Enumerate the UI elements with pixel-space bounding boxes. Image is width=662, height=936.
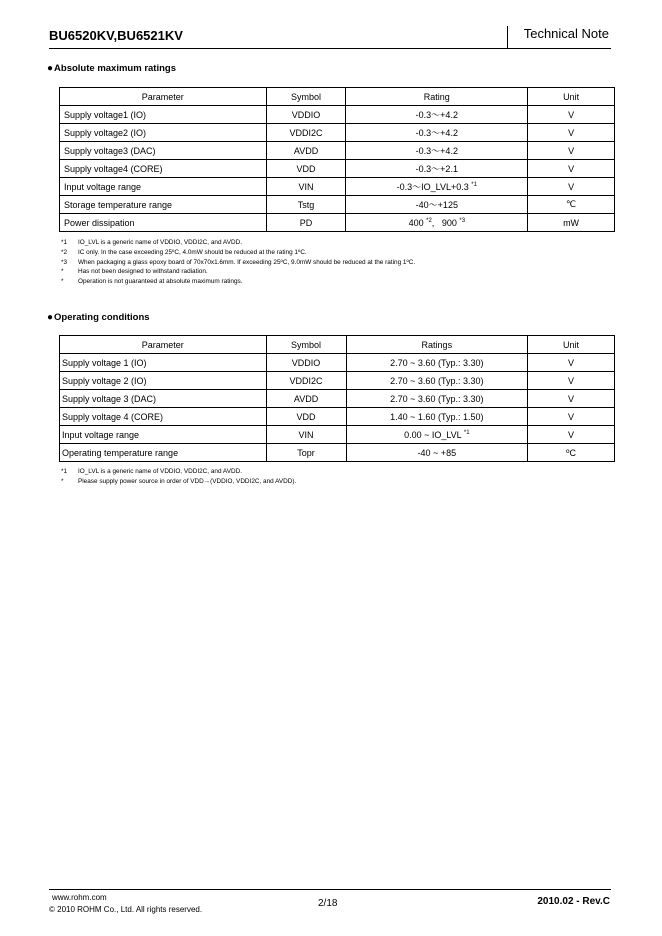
bullet-icon: ● (47, 312, 54, 323)
symbol-cell: VDD (266, 408, 346, 426)
footer-copyright: © 2010 ROHM Co., Ltd. All rights reserved. (49, 905, 203, 914)
footnote-ref: *2 (426, 217, 432, 224)
symbol-cell: VIN (266, 426, 346, 444)
footnote-text: Please supply power source in order of VDD→(VDDIO, VDDI2C, and AVDD). (78, 477, 297, 485)
col-ratings: Ratings (346, 336, 528, 354)
table-row (60, 390, 615, 408)
unit-cell: V (528, 390, 615, 408)
rating-value-a: 400 (408, 217, 424, 228)
table-row (60, 196, 615, 214)
footnote-ref: *3 (459, 217, 466, 224)
unit-cell: ºC (528, 444, 615, 462)
rating-cell (346, 178, 528, 196)
rating-cell: 2.70 ~ 3.60 (Typ.: 3.30) (346, 372, 528, 390)
rating-cell: -0.3〜+4.2 (346, 124, 528, 142)
unit-cell: mW (528, 214, 615, 232)
symbol-cell: AVDD (266, 390, 346, 408)
rating-cell: 2.70 ~ 3.60 (Typ.: 3.30) (346, 390, 528, 408)
abs-max-table (59, 87, 615, 232)
rating-cell (346, 426, 528, 444)
symbol-cell: VDD (266, 160, 346, 178)
unit-cell: V (528, 160, 615, 178)
rating-cell (346, 214, 528, 232)
doc-type: Technical Note (523, 26, 609, 41)
parameter-cell: Input voltage range (60, 178, 267, 196)
footnote-mark: *2 (61, 248, 68, 256)
footnote (61, 248, 415, 258)
revision: 2010.02 - Rev.C (537, 896, 610, 907)
unit-cell: V (528, 106, 615, 124)
footnote (61, 277, 415, 287)
table-header-row (60, 88, 615, 106)
part-number: BU6520KV,BU6521KV (49, 28, 183, 43)
footnote (61, 267, 415, 277)
footer-url: www.rohm.com (52, 893, 107, 902)
op-cond-title (47, 312, 150, 323)
unit-cell: V (528, 408, 615, 426)
unit-cell: ℃ (528, 196, 615, 214)
parameter-cell: Storage temperature range (60, 196, 267, 214)
rating-cell: -0.3〜+2.1 (346, 160, 528, 178)
footnote (61, 477, 296, 487)
symbol-cell: VDDI2C (266, 372, 346, 390)
footer-rule (49, 889, 611, 890)
rating-cell: 2.70 ~ 3.60 (Typ.: 3.30) (346, 354, 528, 372)
rating-cell: -0.3〜+4.2 (346, 106, 528, 124)
rating-value: -0.3〜IO_LVL+0.3 (396, 182, 469, 192)
page-header (49, 26, 611, 49)
rating-separator: , (431, 217, 435, 228)
col-parameter: Parameter (60, 336, 267, 354)
op-cond-title-text: Operating conditions (54, 312, 150, 323)
col-symbol: Symbol (266, 88, 346, 106)
symbol-cell: VDDI2C (266, 124, 346, 142)
rating-value: 0.00 ~ IO_LVL (404, 429, 462, 440)
symbol-cell: VIN (266, 178, 346, 196)
parameter-cell: Input voltage range (60, 426, 267, 444)
unit-cell: V (528, 178, 615, 196)
parameter-cell: Supply voltage3 (DAC) (60, 142, 267, 160)
footnote-text: IO_LVL is a generic name of VDDIO, VDDI2C, and AVDD. (78, 239, 242, 246)
op-cond-table (59, 335, 615, 462)
col-unit: Unit (528, 336, 615, 354)
col-rating: Rating (346, 88, 528, 106)
unit-cell: V (528, 426, 615, 444)
footnote-text: IO_LVL is a generic name of VDDIO, VDDI2C, and AVDD. (78, 468, 242, 475)
unit-cell: V (528, 354, 615, 372)
footnote-ref: *1 (471, 182, 477, 188)
header-divider (507, 26, 508, 49)
table-row (60, 178, 615, 196)
footnote-mark: *1 (61, 468, 68, 475)
footnote (61, 258, 415, 268)
parameter-cell: Supply voltage4 (CORE) (60, 160, 267, 178)
footnote (61, 467, 296, 477)
parameter-cell: Operating temperature range (60, 444, 267, 462)
unit-cell: V (528, 142, 615, 160)
symbol-cell: Tstg (266, 196, 346, 214)
footnote-text: Has not been designed to withstand radiation. (78, 268, 208, 276)
table-row (60, 354, 615, 372)
parameter-cell: Power dissipation (60, 214, 267, 232)
symbol-cell: VDDIO (266, 106, 346, 124)
rating-cell: -0.3〜+4.2 (346, 142, 528, 160)
footnote-mark: * (61, 268, 64, 276)
abs-max-notes (61, 238, 415, 287)
table-header-row (60, 336, 615, 354)
col-unit: Unit (528, 88, 615, 106)
parameter-cell: Supply voltage 3 (DAC) (60, 390, 267, 408)
table-row (60, 124, 615, 142)
op-cond-notes (61, 467, 296, 487)
table-row (60, 142, 615, 160)
symbol-cell: Topr (266, 444, 346, 462)
rating-cell: -40〜+125 (346, 196, 528, 214)
parameter-cell: Supply voltage2 (IO) (60, 124, 267, 142)
footnote-mark: *3 (61, 258, 68, 266)
symbol-cell: AVDD (266, 142, 346, 160)
rating-cell: 1.40 ~ 1.60 (Typ.: 1.50) (346, 408, 528, 426)
parameter-cell: Supply voltage 1 (IO) (60, 354, 267, 372)
table-row (60, 160, 615, 178)
symbol-cell: PD (266, 214, 346, 232)
abs-max-title (47, 63, 176, 74)
symbol-cell: VDDIO (266, 354, 346, 372)
footnote-ref: *1 (463, 429, 470, 436)
table-row (60, 214, 615, 232)
table-row (60, 372, 615, 390)
footnote-text: When packaging a glass epoxy board of 70x70x1.6mm. If exceeding 25ºC, 9.0mW should be reduced at the rating 1ºC. (78, 258, 416, 266)
footnote-text: IC only. In the case exceeding 25ºC, 4.0mW should be reduced at the rating 1ºC. (78, 248, 307, 256)
footnote (61, 238, 415, 248)
parameter-cell: Supply voltage 4 (CORE) (60, 408, 267, 426)
table-row (60, 408, 615, 426)
col-symbol: Symbol (266, 336, 346, 354)
table-row (60, 444, 615, 462)
bullet-icon: ● (47, 63, 54, 74)
footnote-mark: *1 (61, 239, 68, 246)
footnote-mark: * (61, 278, 64, 286)
unit-cell: V (528, 124, 615, 142)
unit-cell: V (528, 372, 615, 390)
footnote-mark: * (61, 477, 64, 485)
page-number: 2/18 (318, 898, 338, 909)
rating-cell: -40 ~ +85 (346, 444, 528, 462)
header-rule (49, 48, 611, 49)
rating-value-b: 900 (441, 217, 457, 228)
table-row (60, 106, 615, 124)
col-parameter: Parameter (60, 88, 267, 106)
parameter-cell: Supply voltage1 (IO) (60, 106, 267, 124)
parameter-cell: Supply voltage 2 (IO) (60, 372, 267, 390)
footnote-text: Operation is not guaranteed at absolute maximum ratings. (78, 278, 243, 286)
abs-max-title-text: Absolute maximum ratings (54, 63, 176, 74)
table-row (60, 426, 615, 444)
